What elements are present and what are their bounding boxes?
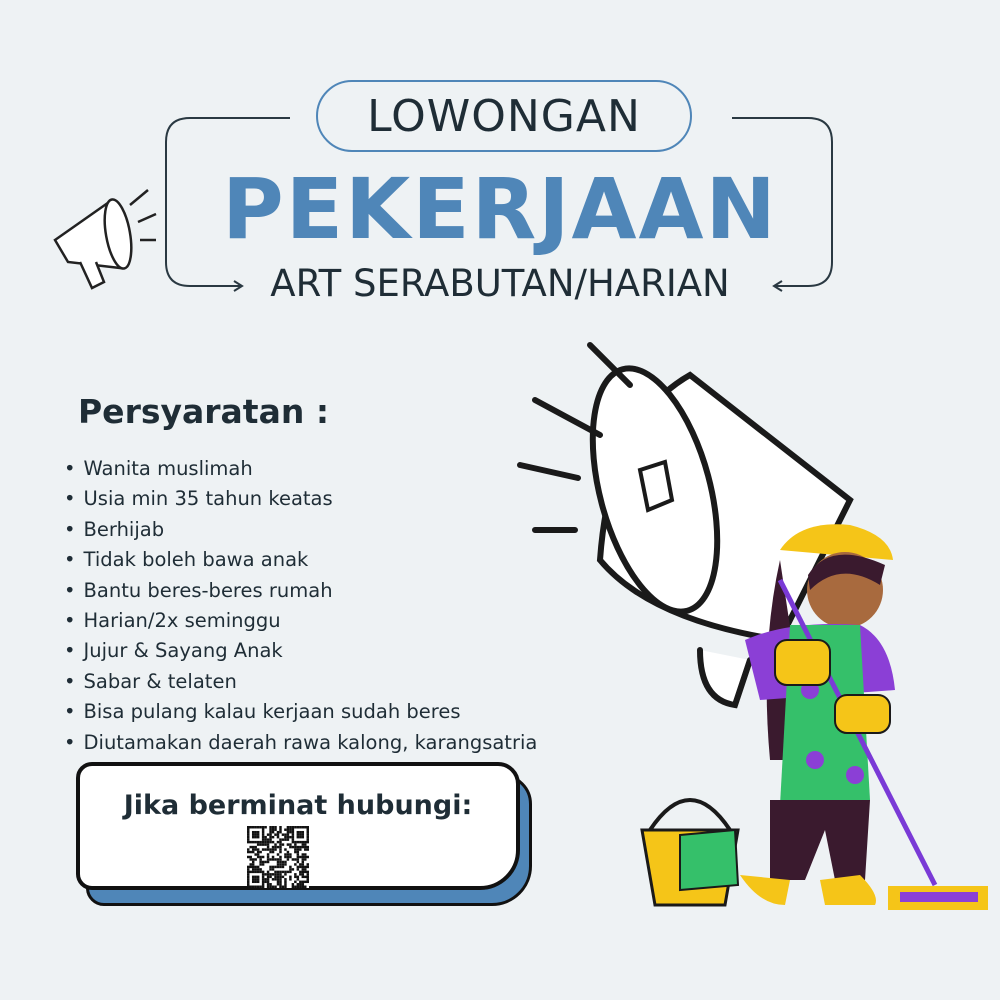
list-item: • Bantu beres-beres rumah	[64, 576, 537, 606]
qr-code-icon[interactable]	[247, 826, 309, 888]
requirements-title: Persyaratan :	[78, 392, 330, 431]
contact-label: Jika berminat hubungi:	[123, 790, 473, 821]
list-item: • Harian/2x seminggu	[64, 606, 537, 636]
list-item: • Usia min 35 tahun keatas	[64, 484, 537, 514]
list-item: • Bisa pulang kalau kerjaan sudah beres	[64, 697, 537, 727]
page-subtitle: ART SERABUTAN/HARIAN	[270, 262, 730, 305]
header-badge: LOWONGAN	[316, 80, 692, 152]
list-item: • Diutamakan daerah rawa kalong, karangsatria	[64, 728, 537, 758]
list-item: • Berhijab	[64, 515, 537, 545]
list-item: • Tidak boleh bawa anak	[64, 545, 537, 575]
list-item: • Sabar & telaten	[64, 667, 537, 697]
list-item: • Wanita muslimah	[64, 454, 537, 484]
page-title: PEKERJAAN	[222, 160, 778, 258]
requirements-list	[64, 454, 537, 758]
bucket-icon	[642, 800, 738, 905]
list-item: • Jujur & Sayang Anak	[64, 636, 537, 666]
